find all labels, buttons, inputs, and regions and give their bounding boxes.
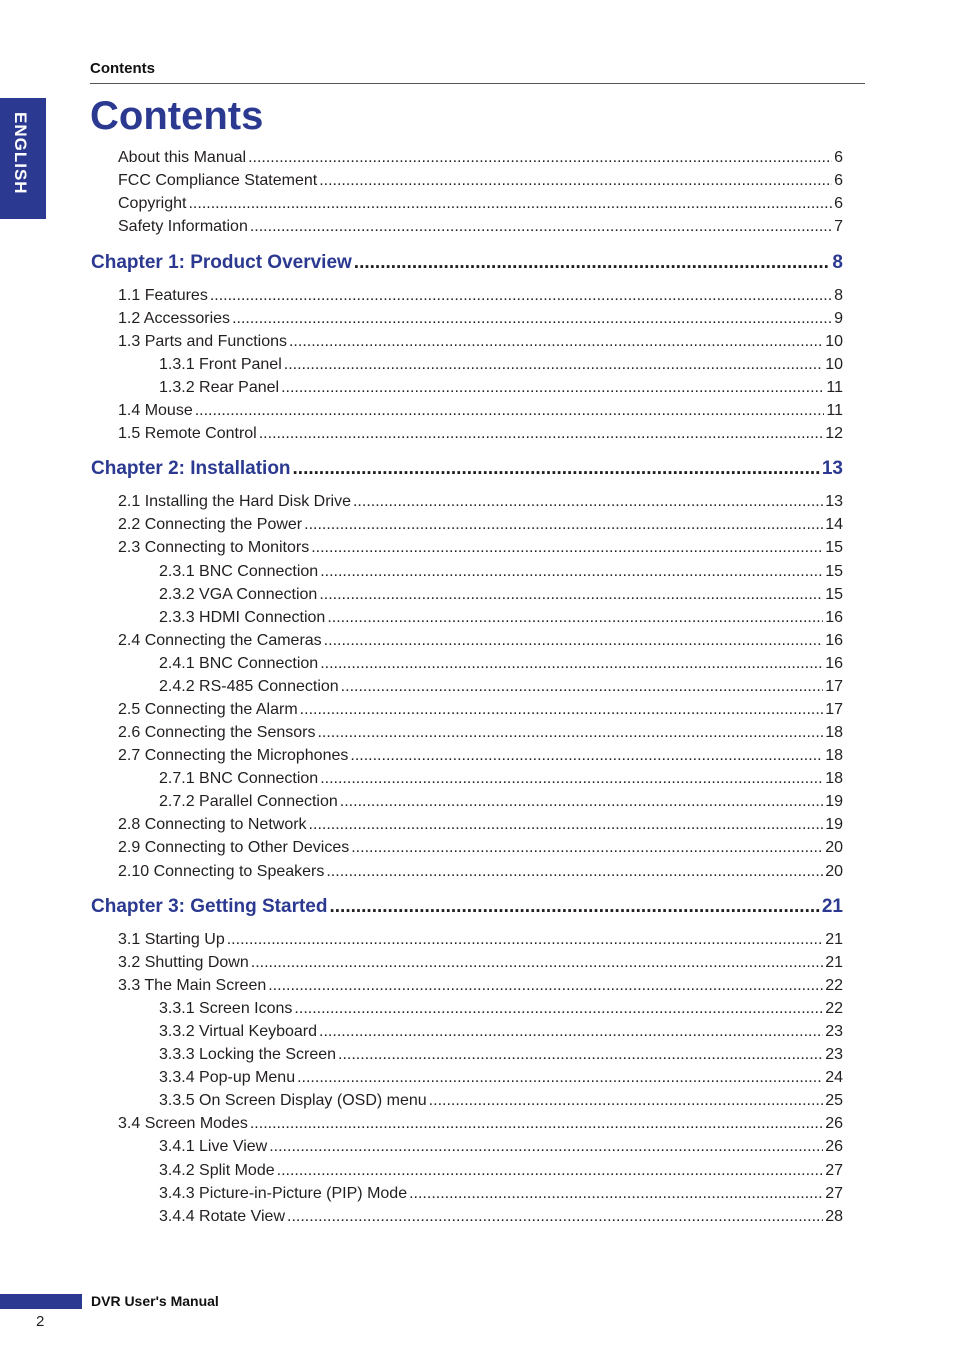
toc-leader xyxy=(353,493,823,511)
toc-entry-label: 3.4.1 Live View xyxy=(159,1138,268,1155)
toc-entry-page: 15 xyxy=(825,563,843,580)
toc-leader xyxy=(269,1138,823,1156)
toc-entry[interactable] xyxy=(118,977,843,995)
toc-entry-label: 3.4.2 Split Mode xyxy=(159,1162,275,1179)
toc-entry-label: 2.9 Connecting to Other Devices xyxy=(118,839,350,856)
toc-entry[interactable] xyxy=(159,1138,843,1156)
toc-leader xyxy=(319,1023,823,1041)
toc-entry-label: 2.3.1 BNC Connection xyxy=(159,563,319,580)
toc-entry[interactable] xyxy=(159,609,843,627)
toc-entry-label: 2.7 Connecting the Microphones xyxy=(118,747,349,764)
toc-entry-page: 10 xyxy=(825,333,843,350)
toc-entry-page: 22 xyxy=(825,1000,843,1017)
toc-entry-page: 21 xyxy=(825,931,843,948)
toc-entry-label: 2.4.2 RS-485 Connection xyxy=(159,678,339,695)
toc-entry-page: 23 xyxy=(825,1023,843,1040)
toc-chapter-label: Chapter 2: Installation xyxy=(91,458,291,479)
toc-entry-page: 19 xyxy=(825,816,843,833)
toc-entry[interactable] xyxy=(159,678,843,696)
toc-leader xyxy=(340,793,823,811)
toc-entry-label: FCC Compliance Statement xyxy=(118,172,318,189)
toc-leader xyxy=(248,149,832,167)
toc-leader xyxy=(232,310,832,328)
toc-entry[interactable] xyxy=(118,1115,843,1133)
toc-leader xyxy=(320,563,823,581)
toc-entry[interactable] xyxy=(118,172,843,190)
toc-chapter-entry[interactable] xyxy=(91,458,843,480)
toc-leader xyxy=(309,816,824,834)
toc-leader xyxy=(300,701,824,719)
toc-entry-page: 16 xyxy=(825,609,843,626)
toc-entry-label: 2.3 Connecting to Monitors xyxy=(118,539,310,556)
toc-leader xyxy=(277,1162,824,1180)
toc-chapter-page: 21 xyxy=(821,896,843,917)
toc-chapter-page: 13 xyxy=(821,458,843,479)
toc-leader xyxy=(327,609,823,627)
toc-entry-label: 3.3.4 Pop-up Menu xyxy=(159,1069,296,1086)
toc-leader xyxy=(319,172,832,190)
toc-entry-page: 18 xyxy=(825,747,843,764)
language-tab-label: ENGLISH xyxy=(11,112,30,195)
toc-entry[interactable] xyxy=(118,632,843,650)
toc-leader xyxy=(317,724,823,742)
toc-leader xyxy=(297,1069,823,1087)
toc-chapter-entry[interactable] xyxy=(91,252,843,274)
toc-entry-page: 15 xyxy=(825,539,843,556)
toc-entry[interactable] xyxy=(159,1208,843,1226)
toc-leader xyxy=(250,1115,823,1133)
footer-accent-bar xyxy=(0,1294,82,1309)
toc-entry-page: 16 xyxy=(825,655,843,672)
page-title: Contents xyxy=(90,94,264,138)
toc-entry[interactable] xyxy=(159,1069,843,1087)
toc-leader xyxy=(324,632,824,650)
toc-entry-label: 2.3.3 HDMI Connection xyxy=(159,609,326,626)
toc-entry[interactable] xyxy=(159,655,843,673)
toc-entry-label: 3.3 The Main Screen xyxy=(118,977,267,994)
toc-entry-label: 3.1 Starting Up xyxy=(118,931,225,948)
toc-entry-label: 2.3.2 VGA Connection xyxy=(159,586,318,603)
toc-entry[interactable] xyxy=(159,1000,843,1018)
toc-leader xyxy=(210,287,832,305)
toc-entry-page: 27 xyxy=(825,1162,843,1179)
toc-entry-label: 3.4 Screen Modes xyxy=(118,1115,248,1132)
toc-leader xyxy=(250,218,832,236)
toc-entry-page: 15 xyxy=(825,586,843,603)
toc-leader xyxy=(311,539,823,557)
toc-leader xyxy=(188,195,832,213)
toc-entry[interactable] xyxy=(118,839,843,857)
toc-entry-page: 19 xyxy=(825,793,843,810)
toc-entry-label: 2.2 Connecting the Power xyxy=(118,516,303,533)
toc-entry-label: 2.4.1 BNC Connection xyxy=(159,655,319,672)
toc-chapter-label: Chapter 3: Getting Started xyxy=(91,896,328,917)
toc-entry[interactable] xyxy=(159,1092,843,1110)
toc-entry-label: 3.3.1 Screen Icons xyxy=(159,1000,293,1017)
toc-leader xyxy=(341,678,824,696)
toc-entry[interactable] xyxy=(118,539,843,557)
toc-entry-label: Safety Information xyxy=(118,218,248,235)
toc-leader xyxy=(227,931,823,949)
toc-leader xyxy=(195,402,825,420)
toc-leader xyxy=(251,954,823,972)
toc-leader xyxy=(287,1208,823,1226)
toc-entry-page: 23 xyxy=(825,1046,843,1063)
toc-entry-page: 11 xyxy=(826,379,843,396)
toc-chapter-page: 8 xyxy=(832,252,843,273)
toc-entry-label: About this Manual xyxy=(118,149,247,166)
toc-entry[interactable] xyxy=(118,149,843,167)
toc-entry-page: 8 xyxy=(834,287,843,304)
toc-leader xyxy=(320,655,823,673)
toc-entry-label: 2.5 Connecting the Alarm xyxy=(118,701,298,718)
toc-entry-label: Copyright xyxy=(118,195,187,212)
toc-entry-page: 25 xyxy=(825,1092,843,1109)
toc-entry-label: 2.4 Connecting the Cameras xyxy=(118,632,322,649)
toc-chapter-entry[interactable] xyxy=(91,896,843,918)
toc-leader xyxy=(354,252,831,274)
toc-leader xyxy=(293,458,820,480)
running-header: Contents xyxy=(90,60,155,77)
toc-entry[interactable] xyxy=(118,195,843,213)
toc-entry[interactable] xyxy=(159,1162,843,1180)
toc-entry-label: 1.3.1 Front Panel xyxy=(159,356,282,373)
toc-entry-page: 11 xyxy=(826,402,843,419)
toc-entry-label: 3.3.3 Locking the Screen xyxy=(159,1046,337,1063)
toc-entry[interactable] xyxy=(118,310,843,328)
toc-entry-label: 2.10 Connecting to Speakers xyxy=(118,863,325,880)
toc-entry[interactable] xyxy=(159,563,843,581)
toc-entry-page: 12 xyxy=(825,425,843,442)
toc-entry-label: 2.1 Installing the Hard Disk Drive xyxy=(118,493,351,510)
toc-entry-page: 26 xyxy=(825,1115,843,1132)
toc-entry-label: 1.1 Features xyxy=(118,287,208,304)
toc-leader xyxy=(351,839,823,857)
toc-entry[interactable] xyxy=(118,863,843,881)
toc-leader xyxy=(409,1185,823,1203)
toc-leader xyxy=(429,1092,824,1110)
toc-entry-page: 28 xyxy=(825,1208,843,1225)
toc-entry-label: 2.6 Connecting the Sensors xyxy=(118,724,316,741)
toc-leader xyxy=(320,770,823,788)
toc-entry[interactable] xyxy=(118,724,843,742)
toc-entry[interactable] xyxy=(159,793,843,811)
toc-entry-label: 1.4 Mouse xyxy=(118,402,193,419)
toc-entry[interactable] xyxy=(118,402,843,420)
toc-entry-label: 3.2 Shutting Down xyxy=(118,954,249,971)
toc-entry[interactable] xyxy=(118,931,843,949)
toc-entry-page: 17 xyxy=(825,678,843,695)
toc-entry[interactable] xyxy=(118,218,843,236)
toc-entry[interactable] xyxy=(118,425,843,443)
toc-entry-page: 13 xyxy=(825,493,843,510)
toc-leader xyxy=(259,425,823,443)
toc-entry[interactable] xyxy=(159,1023,843,1041)
toc-entry[interactable] xyxy=(118,516,843,534)
toc-entry-page: 6 xyxy=(834,172,843,189)
toc-entry-label: 1.2 Accessories xyxy=(118,310,231,327)
footer-manual-title: DVR User's Manual xyxy=(91,1293,219,1309)
toc-entry-page: 16 xyxy=(825,632,843,649)
toc-entry-label: 3.4.4 Rotate View xyxy=(159,1208,286,1225)
toc-entry-page: 10 xyxy=(825,356,843,373)
toc-leader xyxy=(319,586,823,604)
toc-entry[interactable] xyxy=(159,770,843,788)
toc-entry-label: 3.3.5 On Screen Display (OSD) menu xyxy=(159,1092,427,1109)
toc-entry-page: 14 xyxy=(825,516,843,533)
page-number: 2 xyxy=(36,1313,45,1330)
toc-entry-page: 18 xyxy=(825,770,843,787)
toc-entry[interactable] xyxy=(159,379,843,397)
toc-leader xyxy=(268,977,823,995)
toc-entry[interactable] xyxy=(118,747,843,765)
toc-entry-label: 2.8 Connecting to Network xyxy=(118,816,307,833)
toc-entry-page: 22 xyxy=(825,977,843,994)
toc-entry[interactable] xyxy=(118,333,843,351)
toc-chapter-label: Chapter 1: Product Overview xyxy=(91,252,352,273)
toc-entry[interactable] xyxy=(118,701,843,719)
toc-entry-page: 6 xyxy=(834,195,843,212)
toc-leader xyxy=(289,333,823,351)
toc-entry-label: 2.7.2 Parallel Connection xyxy=(159,793,338,810)
toc-entry-label: 1.5 Remote Control xyxy=(118,425,257,442)
toc-entry-label: 3.3.2 Virtual Keyboard xyxy=(159,1023,318,1040)
toc-entry-page: 20 xyxy=(825,863,843,880)
toc-entry-page: 21 xyxy=(825,954,843,971)
toc-entry-page: 27 xyxy=(825,1185,843,1202)
toc-entry[interactable] xyxy=(159,356,843,374)
toc-entry[interactable] xyxy=(159,1185,843,1203)
toc-leader xyxy=(284,356,823,374)
toc-entry[interactable] xyxy=(118,954,843,972)
toc-entry[interactable] xyxy=(159,1046,843,1064)
toc-entry-page: 20 xyxy=(825,839,843,856)
toc-entry[interactable] xyxy=(118,816,843,834)
toc-leader xyxy=(294,1000,823,1018)
toc-entry-page: 24 xyxy=(825,1069,843,1086)
toc-entry-page: 17 xyxy=(825,701,843,718)
toc-leader xyxy=(338,1046,823,1064)
toc-entry-page: 7 xyxy=(834,218,843,235)
toc-entry-page: 26 xyxy=(825,1138,843,1155)
toc-leader xyxy=(350,747,823,765)
toc-entry-page: 6 xyxy=(834,149,843,166)
toc-leader xyxy=(326,863,823,881)
toc-entry-label: 2.7.1 BNC Connection xyxy=(159,770,319,787)
toc-leader xyxy=(281,379,824,397)
toc-entry-label: 1.3.2 Rear Panel xyxy=(159,379,280,396)
toc-entry-page: 18 xyxy=(825,724,843,741)
toc-entry-page: 9 xyxy=(834,310,843,327)
toc-entry-label: 1.3 Parts and Functions xyxy=(118,333,287,350)
toc-entry[interactable] xyxy=(159,586,843,604)
toc-entry[interactable] xyxy=(118,493,843,511)
toc-entry-label: 3.4.3 Picture-in-Picture (PIP) Mode xyxy=(159,1185,408,1202)
toc-leader xyxy=(304,516,823,534)
toc-leader xyxy=(329,896,819,918)
toc-entry[interactable] xyxy=(118,287,843,305)
